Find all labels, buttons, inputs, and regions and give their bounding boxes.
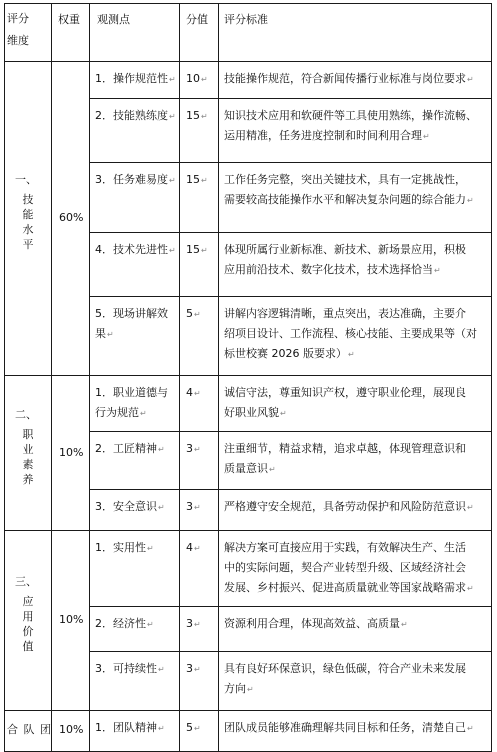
paragraph-mark: ↵: [467, 724, 474, 733]
header-category-line1: 评分: [7, 12, 29, 25]
observation-point: 2．工匠精神↵: [95, 442, 165, 455]
score-value: 3↵: [186, 662, 201, 675]
paragraph-mark: ↵: [467, 584, 474, 593]
table-top-rule: [4, 3, 492, 4]
scoring-standard: 质量意识↵: [224, 462, 276, 475]
group-bottom-rule: [4, 710, 492, 711]
paragraph-mark: ↵: [467, 196, 474, 205]
paragraph-mark: ↵: [147, 544, 154, 553]
row-rule: [89, 651, 492, 652]
scoring-standard: 解决方案可直接应用于实践，有效解决生产、生活: [224, 541, 466, 554]
paragraph-mark: ↵: [107, 330, 114, 339]
scoring-standard: 严格遵守安全规范，具备劳动保护和风险防范意识↵: [224, 500, 474, 513]
column-rule: [491, 3, 492, 751]
paragraph-mark: ↵: [423, 132, 430, 141]
observation-point: 4．技术先进性↵: [95, 243, 176, 256]
observation-point: 1．实用性↵: [95, 541, 154, 554]
header-score: 分值: [186, 13, 208, 26]
observation-point: 3．安全意识↵: [95, 500, 165, 513]
column-rule: [179, 3, 180, 751]
paragraph-mark: ↵: [467, 75, 474, 84]
scoring-standard: 发展、乡村振兴、促进高质量就业等国家战略需求↵: [224, 581, 474, 594]
paragraph-mark: ↵: [201, 246, 208, 255]
scoring-standard: 团队成员能够准确理解共同目标和任务，清楚自己↵: [224, 721, 474, 734]
scoring-standard: 注重细节，精益求精，追求卓越，体现管理意识和: [224, 442, 466, 455]
row-rule: [89, 431, 492, 432]
group-title-prefix: 三、: [15, 575, 37, 588]
group-weight: 10%: [59, 723, 84, 736]
paragraph-mark: ↵: [269, 465, 276, 474]
paragraph-mark: ↵: [467, 503, 474, 512]
scoring-standard: 体现所属行业新标准、新技术、新场景应用，积极: [224, 243, 466, 256]
paragraph-mark: ↵: [194, 544, 201, 553]
paragraph-mark: ↵: [158, 445, 165, 454]
group-bottom-rule: [4, 530, 492, 531]
row-rule: [89, 606, 492, 607]
header-standard: 评分标准: [224, 13, 268, 26]
score-value: 5↵: [186, 307, 201, 320]
paragraph-mark: ↵: [194, 620, 201, 629]
paragraph-mark: ↵: [201, 176, 208, 185]
row-rule: [89, 296, 492, 297]
header-point: 观测点: [97, 13, 130, 26]
paragraph-mark: ↵: [169, 75, 176, 84]
scoring-standard: 中的实际问题，契合产业转型升级、区域经济社会: [224, 561, 466, 574]
group-bottom-rule: [4, 375, 492, 376]
paragraph-mark: ↵: [147, 620, 154, 629]
paragraph-mark: ↵: [158, 724, 165, 733]
score-value: 15↵: [186, 243, 208, 256]
header-category-line2: 维度: [7, 34, 29, 47]
group-title-body: 应用价值: [22, 595, 34, 653]
paragraph-mark: ↵: [194, 445, 201, 454]
paragraph-mark: ↵: [401, 620, 408, 629]
paragraph-mark: ↵: [194, 310, 201, 319]
paragraph-mark: ↵: [169, 246, 176, 255]
observation-point: 1．操作规范性↵: [95, 72, 176, 85]
score-value: 15↵: [186, 109, 208, 122]
row-rule: [89, 98, 492, 99]
scoring-standard: 方向↵: [224, 682, 254, 695]
scoring-standard: 具有良好环保意识，绿色低碳，符合产业未来发展: [224, 662, 466, 675]
observation-point: 5．现场讲解效: [95, 307, 168, 320]
scoring-standard: 讲解内容逻辑清晰，重点突出，表达准确，主要介: [224, 307, 466, 320]
observation-point: 1．职业道德与: [95, 386, 168, 399]
score-value: 3↵: [186, 442, 201, 455]
scoring-standard: 标世校赛 2026 版要求）↵: [224, 347, 355, 360]
score-value: 10↵: [186, 72, 208, 85]
scoring-standard: 绍项目设计、工作流程、核心技能、主要成果等（对: [224, 327, 477, 340]
paragraph-mark: ↵: [158, 665, 165, 674]
header-bottom-rule: [4, 61, 492, 62]
scoring-standard: 需要较高技能操作水平和解决复杂问题的综合能力↵: [224, 193, 474, 206]
group-title: 合 队 团: [7, 723, 52, 736]
score-value: 3↵: [186, 617, 201, 630]
group-weight: 10%: [59, 613, 84, 626]
observation-point: 1．团队精神↵: [95, 721, 165, 734]
scoring-standard: 好职业风貌↵: [224, 406, 287, 419]
paragraph-mark: ↵: [169, 176, 176, 185]
score-value: 4↵: [186, 541, 201, 554]
paragraph-mark: ↵: [194, 503, 201, 512]
observation-point: 行为规范↵: [95, 406, 147, 419]
observation-point: 3．任务难易度↵: [95, 173, 176, 186]
observation-point: 2．技能熟练度↵: [95, 109, 176, 122]
scoring-standard: 应用前沿技术、数字化技术，技术选择恰当↵: [224, 263, 441, 276]
paragraph-mark: ↵: [280, 409, 287, 418]
group-title-body: 技能水平: [22, 193, 34, 251]
score-value: 5↵: [186, 721, 201, 734]
paragraph-mark: ↵: [194, 389, 201, 398]
row-rule: [89, 489, 492, 490]
column-rule: [218, 3, 219, 751]
score-value: 3↵: [186, 500, 201, 513]
group-title-prefix: 二、: [15, 407, 37, 421]
paragraph-mark: ↵: [169, 112, 176, 121]
column-rule: [51, 3, 52, 751]
group-title-prefix: 一、: [15, 173, 37, 186]
header-weight: 权重: [58, 13, 80, 26]
score-value: 4↵: [186, 386, 201, 399]
paragraph-mark: ↵: [434, 266, 441, 275]
scoring-standard: 资源利用合理，体现高效益、高质量↵: [224, 617, 408, 630]
group-title-body: 职业素养: [22, 427, 34, 486]
column-rule: [89, 3, 90, 751]
paragraph-mark: ↵: [201, 112, 208, 121]
score-value: 15↵: [186, 173, 208, 186]
scoring-standard: 诚信守法，尊重知识产权，遵守职业伦理，展现良: [224, 386, 466, 399]
paragraph-mark: ↵: [194, 724, 201, 733]
scoring-standard: 工作任务完整，突出关键技术，具有一定挑战性，: [224, 173, 466, 186]
group-weight: 10%: [59, 445, 84, 459]
column-rule: [4, 3, 5, 751]
group-weight: 60%: [59, 211, 84, 224]
paragraph-mark: ↵: [194, 665, 201, 674]
scoring-standard: 技能操作规范，符合新闻传播行业标准与岗位要求↵: [224, 72, 474, 85]
observation-point: 果↵: [95, 327, 114, 340]
observation-point: 2．经济性↵: [95, 617, 154, 630]
paragraph-mark: ↵: [201, 75, 208, 84]
scoring-standard: 知识技术应用和软硬件等工具使用熟练，操作流畅、: [224, 109, 477, 122]
paragraph-mark: ↵: [140, 409, 147, 418]
scoring-standard: 运用精准，任务进度控制和时间利用合理↵: [224, 129, 430, 142]
row-rule: [89, 232, 492, 233]
observation-point: 3．可持续性↵: [95, 662, 165, 675]
paragraph-mark: ↵: [158, 503, 165, 512]
row-rule: [89, 162, 492, 163]
paragraph-mark: ↵: [348, 350, 355, 359]
paragraph-mark: ↵: [247, 685, 254, 694]
